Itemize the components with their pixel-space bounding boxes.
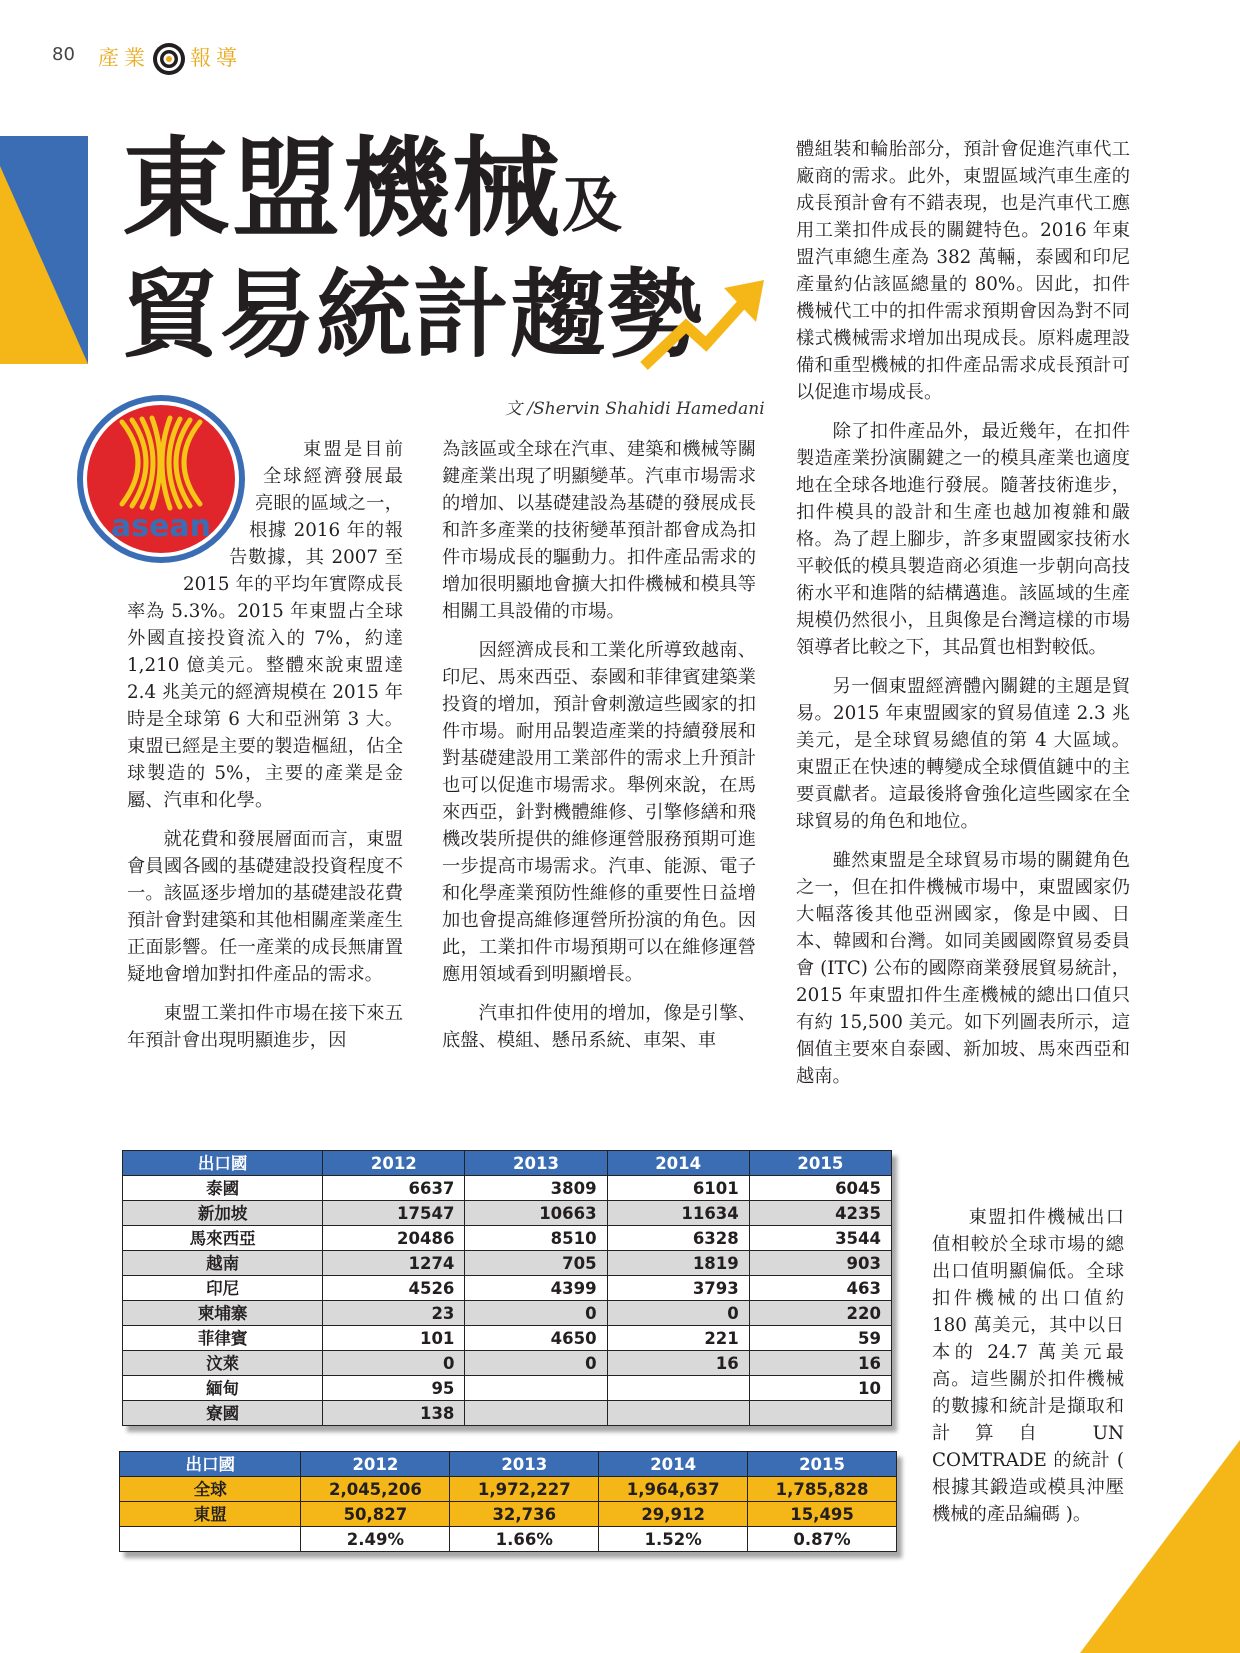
column-header: 2014 — [607, 1151, 749, 1176]
table-cell: 1819 — [607, 1251, 749, 1276]
table-cell: 柬埔寨 — [123, 1301, 323, 1326]
table-cell: 220 — [749, 1301, 891, 1326]
column-header: 2013 — [465, 1151, 607, 1176]
table-cell: 4526 — [323, 1276, 465, 1301]
table-row — [123, 1301, 892, 1326]
table-row — [123, 1201, 892, 1226]
table-cell: 1,972,227 — [450, 1477, 599, 1502]
paragraph: 除了扣件產品外，最近幾年，在扣件製造產業扮演關鍵之一的模具產業也適度地在全球各地進行發展。隨著技術進步，扣件模具的設計和生產也越加複雜和嚴格。為了趕上腳步，許多東盟國家技術水平較低的模具製造商必須進一步朝向高技術水平和進階的結構邁進。該區域的生產規模仍然很小，且與像是台灣這樣的市場領導者比較之下，其品質也相對較低。 — [796, 421, 1130, 658]
paragraph: 東盟是目前全球經濟發展最亮眼的區域之一，根據 2016 年的報告數據，其 2007 至 2015 年的平均年實際成長率為 5.3%。2015 年東盟占全球外國直接投資流入的 7%，約達 1,210 億美元。整體來說東盟達 2.4 兆美元的經濟規模在 2015 年時是全球第 6 大和亞洲第 3 大。東盟已經是主要的製造樞紐，佔全球製造的 5%，主要的產業是金屬、汽車和化學。 — [127, 439, 403, 811]
table-row — [120, 1477, 897, 1502]
table-cell: 1,964,637 — [599, 1477, 748, 1502]
global-vs-asean-table — [119, 1451, 897, 1552]
table-cell: 705 — [465, 1251, 607, 1276]
table-cell: 101 — [323, 1326, 465, 1351]
paragraph: 就花費和發展層面而言，東盟會員國各國的基礎建設投資程度不一。該區逐步增加的基礎建設花費預計會對建築和其他相關產業產生正面影響。任一產業的成長無庸置疑地會增加對扣件產品的需求。 — [127, 829, 403, 985]
side-note — [932, 1204, 1124, 1528]
table-cell: 泰國 — [123, 1176, 323, 1201]
table-cell: 463 — [749, 1276, 891, 1301]
table-cell: 6328 — [607, 1226, 749, 1251]
table-cell: 寮國 — [123, 1401, 323, 1426]
table-cell: 10 — [749, 1376, 891, 1401]
decorative-yellow-triangle — [0, 136, 88, 364]
side-note-text: 東盟扣件機械出口值相較於全球市場的總出口值明顯偏低。全球扣件機械的出口值約 180 萬美元，其中以日本的 24.7 萬美元最高。這些關於扣件機械的數據和統計是擷取和計算自 UN COMTRADE 的統計 ( 根據其鍛造或模具沖壓機械的產品編碼 )。 — [932, 1207, 1124, 1525]
table-cell: 全球 — [120, 1477, 301, 1502]
paragraph: 另一個東盟經濟體內關鍵的主題是貿易。2015 年東盟國家的貿易值達 2.3 兆美元，是全球貿易總值的第 4 大區域。東盟正在快速的轉變成全球價值鏈中的主要貢獻者。這最後將會強化這些國家在全球貿易的角色和地位。 — [796, 676, 1130, 832]
table-cell: 2,045,206 — [301, 1477, 450, 1502]
table-cell: 越南 — [123, 1251, 323, 1276]
title-connector: 及 — [562, 171, 625, 241]
table-header-row — [123, 1151, 892, 1176]
page-number: 80 — [52, 44, 75, 65]
paragraph: 汽車扣件使用的增加，像是引擎、底盤、模組、懸吊系統、車架、車 — [442, 1003, 756, 1051]
table-cell — [465, 1376, 607, 1401]
table-cell: 馬來西亞 — [123, 1226, 323, 1251]
section-label-left: 產業 — [98, 46, 150, 70]
table-row — [120, 1527, 897, 1552]
table-cell: 新加坡 — [123, 1201, 323, 1226]
table-cell: 東盟 — [120, 1502, 301, 1527]
table-cell: 1,785,828 — [748, 1477, 897, 1502]
table-cell: 菲律賓 — [123, 1326, 323, 1351]
table-cell: 2.49% — [301, 1527, 450, 1552]
title-main: 東盟機械 — [122, 126, 563, 252]
paragraph: 因經濟成長和工業化所導致越南、印尼、馬來西亞、泰國和菲律賓建築業投資的增加，預計會刺激這些國家的扣件市場。耐用品製造產業的持續發展和對基礎建設用工業部件的需求上升預計也可以促進市場需求。舉例來說，在馬來西亞，針對機體維修、引擎修繕和飛機改裝所提供的維修運營服務預期可進一步提高市場需求。汽車、能源、電子和化學產業預防性維修的重要性日益增加也會提高維修運營所扮演的角色。因此，工業扣件市場預期可以在維修運營應用領域看到明顯增長。 — [442, 640, 756, 985]
table-row — [123, 1251, 892, 1276]
column-header: 出口國 — [123, 1151, 323, 1176]
table-cell: 3544 — [749, 1226, 891, 1251]
table-row — [123, 1176, 892, 1201]
column-header: 2013 — [450, 1452, 599, 1477]
table-cell: 59 — [749, 1326, 891, 1351]
column-header: 2015 — [749, 1151, 891, 1176]
table-cell: 6045 — [749, 1176, 891, 1201]
column-header: 2012 — [323, 1151, 465, 1176]
table-cell: 10663 — [465, 1201, 607, 1226]
table-row — [123, 1401, 892, 1426]
table-cell: 汶萊 — [123, 1351, 323, 1376]
table-cell: 15,495 — [748, 1502, 897, 1527]
paragraph: 東盟工業扣件市場在接下來五年預計會出現明顯進步，因 — [127, 1003, 403, 1051]
table-cell: 17547 — [323, 1201, 465, 1226]
table-cell: 11634 — [607, 1201, 749, 1226]
table-cell: 29,912 — [599, 1502, 748, 1527]
table-cell: 16 — [607, 1351, 749, 1376]
table-cell: 16 — [749, 1351, 891, 1376]
table-cell — [607, 1376, 749, 1401]
table-row — [123, 1276, 892, 1301]
table-cell: 6637 — [323, 1176, 465, 1201]
article-column-2 — [442, 436, 756, 1066]
table-cell: 4650 — [465, 1326, 607, 1351]
table-cell: 0 — [323, 1351, 465, 1376]
column-header: 2012 — [301, 1452, 450, 1477]
table-cell: 138 — [323, 1401, 465, 1426]
table-header-row — [120, 1452, 897, 1477]
table-cell: 32,736 — [450, 1502, 599, 1527]
table-cell: 1.52% — [599, 1527, 748, 1552]
table-cell: 6101 — [607, 1176, 749, 1201]
column-header: 2014 — [599, 1452, 748, 1477]
table-row — [120, 1502, 897, 1527]
table-cell: 3809 — [465, 1176, 607, 1201]
table-cell — [749, 1401, 891, 1426]
growth-arrow-icon — [640, 280, 766, 372]
table-row — [123, 1326, 892, 1351]
table-cell — [607, 1401, 749, 1426]
table-cell: 95 — [323, 1376, 465, 1401]
table-cell: 1.66% — [450, 1527, 599, 1552]
table-cell: 0.87% — [748, 1527, 897, 1552]
table-cell: 23 — [323, 1301, 465, 1326]
paragraph: 體組裝和輪胎部分，預計會促進汽車代工廠商的需求。此外，東盟區域汽車生產的成長預計會有不錯表現，也是汽車代工應用工業扣件成長的關鍵特色。2016 年東盟汽車總生產為 382 萬輛，泰國和印尼產量約佔該區總量的 80%。因此，扣件機械代工中的扣件需求預期會因為對不同樣式機械需求增加出現成長。原料處理設備和重型機械的扣件產品需求成長預計可以促進市場成長。 — [796, 139, 1130, 403]
table-row — [123, 1376, 892, 1401]
article-title-line1 — [122, 126, 625, 252]
section-label-right: 報導 — [190, 46, 242, 70]
article-column-1 — [127, 436, 403, 1066]
table-cell: 221 — [607, 1326, 749, 1351]
table-row — [123, 1226, 892, 1251]
table-cell: 4235 — [749, 1201, 891, 1226]
table-cell: 4399 — [465, 1276, 607, 1301]
table-cell — [120, 1527, 301, 1552]
table-cell: 0 — [465, 1351, 607, 1376]
table-cell: 8510 — [465, 1226, 607, 1251]
exports-by-country-table — [122, 1150, 892, 1426]
table-cell: 1274 — [323, 1251, 465, 1276]
table-cell — [465, 1401, 607, 1426]
column-header: 出口國 — [120, 1452, 301, 1477]
table-cell: 印尼 — [123, 1276, 323, 1301]
paragraph: 雖然東盟是全球貿易市場的關鍵角色之一，但在扣件機械市場中，東盟國家仍大幅落後其他亞洲國家，像是中國、日本、韓國和台灣。如同美國國際貿易委員會 (ITC) 公布的國際商業發展貿易統計，2015 年東盟扣件生產機械的總出口值只有約 15,500 美元。如下列圖表所示，這個值主要來自泰國、新加坡、馬來西亞和越南。 — [796, 850, 1130, 1087]
table-row — [123, 1351, 892, 1376]
article-column-3 — [796, 136, 1130, 1102]
paragraph: 為該區或全球在汽車、建築和機械等關鍵產業出現了明顯變革。汽車市場需求的增加、以基礎建設為基礎的發展成長和許多產業的技術變革預計都會成為扣件市場成長的驅動力。扣件產品需求的增加很明顯地會擴大扣件機械和模具等相關工具設備的市場。 — [442, 439, 756, 622]
asean-logo-text: asean — [110, 509, 212, 544]
table-cell: 0 — [607, 1301, 749, 1326]
table-cell: 903 — [749, 1251, 891, 1276]
table-cell: 20486 — [323, 1226, 465, 1251]
table-cell: 緬甸 — [123, 1376, 323, 1401]
target-icon — [152, 42, 186, 76]
article-title-line2: 貿易統計趨勢 — [122, 258, 704, 371]
table-cell: 3793 — [607, 1276, 749, 1301]
table-cell: 0 — [465, 1301, 607, 1326]
table-cell: 50,827 — [301, 1502, 450, 1527]
byline: 文 /Shervin Shahidi Hamedani — [505, 399, 765, 419]
column-header: 2015 — [748, 1452, 897, 1477]
